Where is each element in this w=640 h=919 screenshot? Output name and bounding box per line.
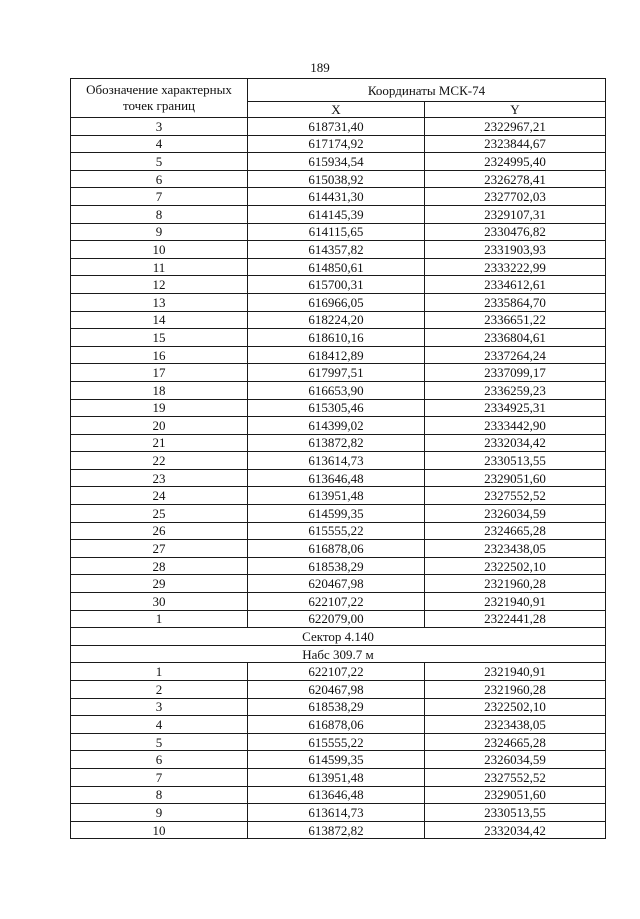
point-number: 12	[71, 276, 248, 294]
table-row	[71, 575, 606, 593]
x-coordinate: 613614,73	[248, 804, 425, 822]
point-number: 3	[71, 118, 248, 136]
x-coordinate: 618538,29	[248, 698, 425, 716]
table-row	[71, 540, 606, 558]
x-coordinate: 615934,54	[248, 153, 425, 171]
table-row	[71, 751, 606, 769]
y-coordinate: 2324665,28	[425, 733, 606, 751]
table-row	[71, 258, 606, 276]
y-coordinate: 2334612,61	[425, 276, 606, 294]
y-coordinate: 2332034,42	[425, 821, 606, 839]
point-number: 23	[71, 469, 248, 487]
y-coordinate: 2321940,91	[425, 663, 606, 681]
x-coordinate: 614431,30	[248, 188, 425, 206]
y-coordinate: 2333442,90	[425, 417, 606, 435]
point-number: 20	[71, 417, 248, 435]
x-coordinate: 622079,00	[248, 610, 425, 628]
y-coordinate: 2326278,41	[425, 170, 606, 188]
y-coordinate: 2331903,93	[425, 241, 606, 259]
x-coordinate: 615700,31	[248, 276, 425, 294]
y-coordinate: 2330476,82	[425, 223, 606, 241]
y-coordinate: 2329107,31	[425, 205, 606, 223]
y-coordinate: 2329051,60	[425, 469, 606, 487]
table-row	[71, 399, 606, 417]
table-row	[71, 487, 606, 505]
table-row	[71, 188, 606, 206]
y-coordinate: 2322967,21	[425, 118, 606, 136]
x-coordinate: 617174,92	[248, 135, 425, 153]
point-number: 24	[71, 487, 248, 505]
y-coordinate: 2327702,03	[425, 188, 606, 206]
point-number: 27	[71, 540, 248, 558]
table-row	[71, 241, 606, 259]
y-column-header: Y	[425, 102, 606, 118]
x-coordinate: 613951,48	[248, 487, 425, 505]
y-coordinate: 2321960,28	[425, 575, 606, 593]
x-coordinate: 618224,20	[248, 311, 425, 329]
table-row	[71, 681, 606, 699]
x-coordinate: 614399,02	[248, 417, 425, 435]
point-number: 26	[71, 522, 248, 540]
table-row	[71, 716, 606, 734]
table-row	[71, 381, 606, 399]
table-row	[71, 434, 606, 452]
x-coordinate: 615305,46	[248, 399, 425, 417]
point-number: 4	[71, 716, 248, 734]
table-row	[71, 346, 606, 364]
x-coordinate: 615555,22	[248, 733, 425, 751]
point-number: 25	[71, 505, 248, 523]
y-coordinate: 2326034,59	[425, 505, 606, 523]
point-number: 9	[71, 804, 248, 822]
y-coordinate: 2327552,52	[425, 768, 606, 786]
sector-altitude: Набс 309.7 м	[71, 645, 606, 663]
y-coordinate: 2336259,23	[425, 381, 606, 399]
y-coordinate: 2336651,22	[425, 311, 606, 329]
y-coordinate: 2337099,17	[425, 364, 606, 382]
point-number: 10	[71, 821, 248, 839]
x-coordinate: 622107,22	[248, 593, 425, 611]
point-designation-header: Обозначение характерных точек границ	[71, 79, 248, 118]
table-row	[71, 170, 606, 188]
x-coordinate: 614357,82	[248, 241, 425, 259]
table-row	[71, 135, 606, 153]
coordinates-table-body	[71, 118, 606, 628]
y-coordinate: 2337264,24	[425, 346, 606, 364]
x-coordinate: 614115,65	[248, 223, 425, 241]
y-coordinate: 2332034,42	[425, 434, 606, 452]
y-coordinate: 2322502,10	[425, 698, 606, 716]
point-number: 22	[71, 452, 248, 470]
x-coordinate: 618412,89	[248, 346, 425, 364]
point-number: 6	[71, 170, 248, 188]
table-row	[71, 293, 606, 311]
x-coordinate: 613646,48	[248, 786, 425, 804]
point-number: 8	[71, 205, 248, 223]
x-coordinate: 615038,92	[248, 170, 425, 188]
x-coordinate: 613872,82	[248, 434, 425, 452]
point-number: 3	[71, 698, 248, 716]
x-coordinate: 618731,40	[248, 118, 425, 136]
x-coordinate: 613646,48	[248, 469, 425, 487]
x-column-header: X	[248, 102, 425, 118]
y-coordinate: 2335864,70	[425, 293, 606, 311]
table-row	[71, 417, 606, 435]
point-number: 17	[71, 364, 248, 382]
table-row	[71, 557, 606, 575]
table-row	[71, 223, 606, 241]
coordinates-table	[70, 78, 606, 839]
x-coordinate: 614599,35	[248, 751, 425, 769]
x-coordinate: 613614,73	[248, 452, 425, 470]
x-coordinate: 614145,39	[248, 205, 425, 223]
y-coordinate: 2322502,10	[425, 557, 606, 575]
y-coordinate: 2323844,67	[425, 135, 606, 153]
x-coordinate: 618538,29	[248, 557, 425, 575]
x-coordinate: 616878,06	[248, 716, 425, 734]
table-row	[71, 804, 606, 822]
y-coordinate: 2322441,28	[425, 610, 606, 628]
point-number: 7	[71, 768, 248, 786]
x-coordinate: 613951,48	[248, 768, 425, 786]
point-number: 13	[71, 293, 248, 311]
point-number: 4	[71, 135, 248, 153]
y-coordinate: 2323438,05	[425, 540, 606, 558]
table-header-row	[71, 79, 606, 102]
sector-table-body	[71, 663, 606, 839]
x-coordinate: 615555,22	[248, 522, 425, 540]
table-row	[71, 364, 606, 382]
x-coordinate: 622107,22	[248, 663, 425, 681]
table-row	[71, 768, 606, 786]
table-row	[71, 311, 606, 329]
table-row	[71, 593, 606, 611]
point-number: 19	[71, 399, 248, 417]
y-coordinate: 2336804,61	[425, 329, 606, 347]
point-number: 28	[71, 557, 248, 575]
coordinates-header: Координаты МСК-74	[248, 79, 606, 102]
x-coordinate: 614599,35	[248, 505, 425, 523]
point-number: 18	[71, 381, 248, 399]
y-coordinate: 2327552,52	[425, 487, 606, 505]
point-number: 10	[71, 241, 248, 259]
table-row	[71, 505, 606, 523]
y-coordinate: 2324995,40	[425, 153, 606, 171]
sector-heading-group	[71, 628, 606, 663]
point-number: 14	[71, 311, 248, 329]
x-coordinate: 620467,98	[248, 681, 425, 699]
y-coordinate: 2324665,28	[425, 522, 606, 540]
y-coordinate: 2330513,55	[425, 804, 606, 822]
y-coordinate: 2321940,91	[425, 593, 606, 611]
point-number: 16	[71, 346, 248, 364]
page-number: 189	[310, 60, 330, 75]
point-number: 15	[71, 329, 248, 347]
table-row	[71, 733, 606, 751]
sector-title-row	[71, 628, 606, 646]
y-coordinate: 2330513,55	[425, 452, 606, 470]
table-row	[71, 786, 606, 804]
y-coordinate: 2329051,60	[425, 786, 606, 804]
table-row	[71, 522, 606, 540]
table-row	[71, 663, 606, 681]
point-number: 5	[71, 153, 248, 171]
table-row	[71, 469, 606, 487]
point-number: 7	[71, 188, 248, 206]
x-coordinate: 613872,82	[248, 821, 425, 839]
point-number: 1	[71, 610, 248, 628]
sector-title: Сектор 4.140	[71, 628, 606, 646]
x-coordinate: 614850,61	[248, 258, 425, 276]
x-coordinate: 616653,90	[248, 381, 425, 399]
x-coordinate: 616966,05	[248, 293, 425, 311]
table-row	[71, 205, 606, 223]
y-coordinate: 2326034,59	[425, 751, 606, 769]
point-number: 5	[71, 733, 248, 751]
point-number: 9	[71, 223, 248, 241]
y-coordinate: 2334925,31	[425, 399, 606, 417]
table-row	[71, 153, 606, 171]
point-number: 30	[71, 593, 248, 611]
y-coordinate: 2323438,05	[425, 716, 606, 734]
point-number: 21	[71, 434, 248, 452]
table-row	[71, 329, 606, 347]
x-coordinate: 617997,51	[248, 364, 425, 382]
y-coordinate: 2321960,28	[425, 681, 606, 699]
table-row	[71, 276, 606, 294]
x-coordinate: 620467,98	[248, 575, 425, 593]
table-row	[71, 118, 606, 136]
y-coordinate: 2333222,99	[425, 258, 606, 276]
table-row	[71, 698, 606, 716]
table-row	[71, 452, 606, 470]
sector-altitude-row	[71, 645, 606, 663]
point-number: 6	[71, 751, 248, 769]
table-row	[71, 610, 606, 628]
x-coordinate: 618610,16	[248, 329, 425, 347]
point-number: 29	[71, 575, 248, 593]
point-number: 8	[71, 786, 248, 804]
point-number: 1	[71, 663, 248, 681]
table-row	[71, 821, 606, 839]
point-number: 11	[71, 258, 248, 276]
point-number: 2	[71, 681, 248, 699]
x-coordinate: 616878,06	[248, 540, 425, 558]
